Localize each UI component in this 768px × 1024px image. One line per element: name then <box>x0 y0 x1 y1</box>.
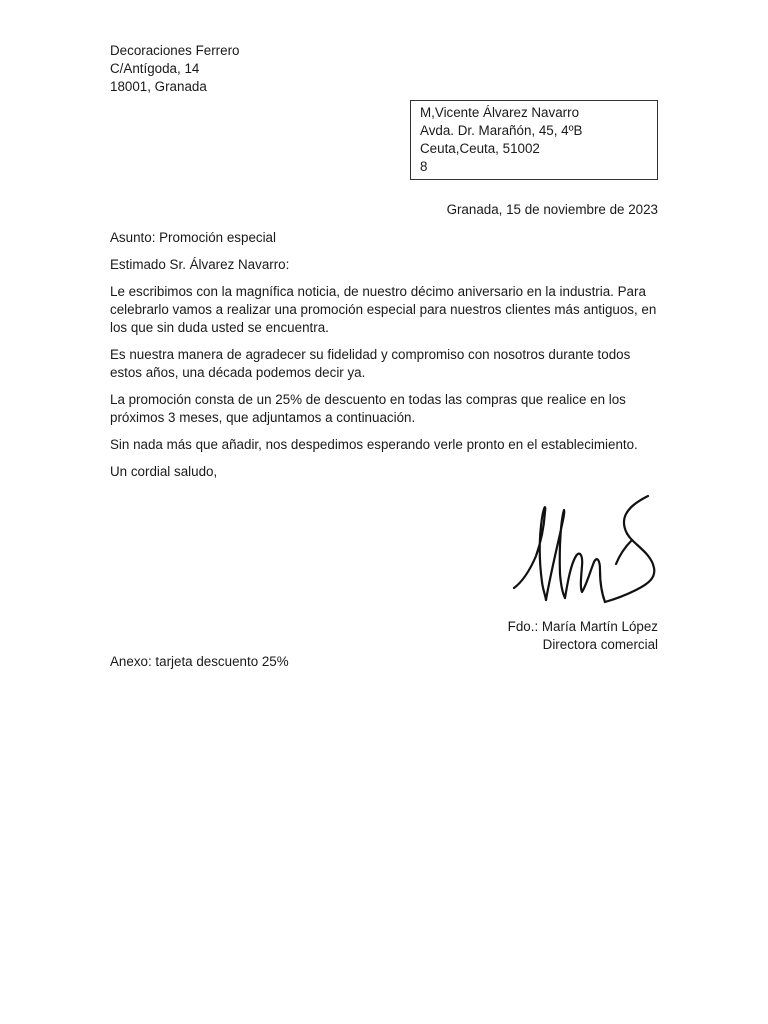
recipient-extra: 8 <box>420 159 428 174</box>
letter-date: Granada, 15 de noviembre de 2023 <box>446 202 658 217</box>
sender-company: Decoraciones Ferrero <box>110 43 240 58</box>
recipient-city: Ceuta,Ceuta, 51002 <box>420 141 540 156</box>
sender-street: C/Antígoda, 14 <box>110 61 200 76</box>
closing: Un cordial saludo, <box>110 464 218 479</box>
body-paragraph: Le escribimos con la magnífica noticia, de nuestro décimo aniversario en la industria. Para celebrarlo vamos a realizar una promoción especial para nuestros clientes más antiguos, en los que sin duda usted se encuentra. <box>110 284 657 335</box>
body-paragraph: La promoción consta de un 25% de descuento en todas las compras que realice en los próximos 3 meses, que adjuntamos a continuación. <box>110 392 626 425</box>
greeting: Estimado Sr. Álvarez Navarro: <box>110 257 290 272</box>
body-paragraph: Es nuestra manera de agradecer su fidelidad y compromiso con nosotros durante todos estos años, una década podemos decir ya. <box>110 347 631 380</box>
signer-title: Directora comercial <box>542 637 658 652</box>
sender-address <box>110 42 240 96</box>
recipient-name: M,Vicente Álvarez Navarro <box>420 105 580 120</box>
signer-block <box>508 618 658 654</box>
handwritten-signature <box>508 490 660 612</box>
letter-body <box>110 229 660 490</box>
signer-name: Fdo.: María Martín López <box>507 619 658 634</box>
subject-line: Asunto: Promoción especial <box>110 230 276 245</box>
body-paragraph: Sin nada más que añadir, nos despedimos esperando verle pronto en el establecimiento. <box>110 437 638 452</box>
recipient-address: Avda. Dr. Marañón, 45, 4ºB <box>420 123 583 138</box>
annex-note: Anexo: tarjeta descuento 25% <box>110 654 289 669</box>
recipient-address-box <box>410 100 658 180</box>
sender-city: 18001, Granada <box>110 79 207 94</box>
